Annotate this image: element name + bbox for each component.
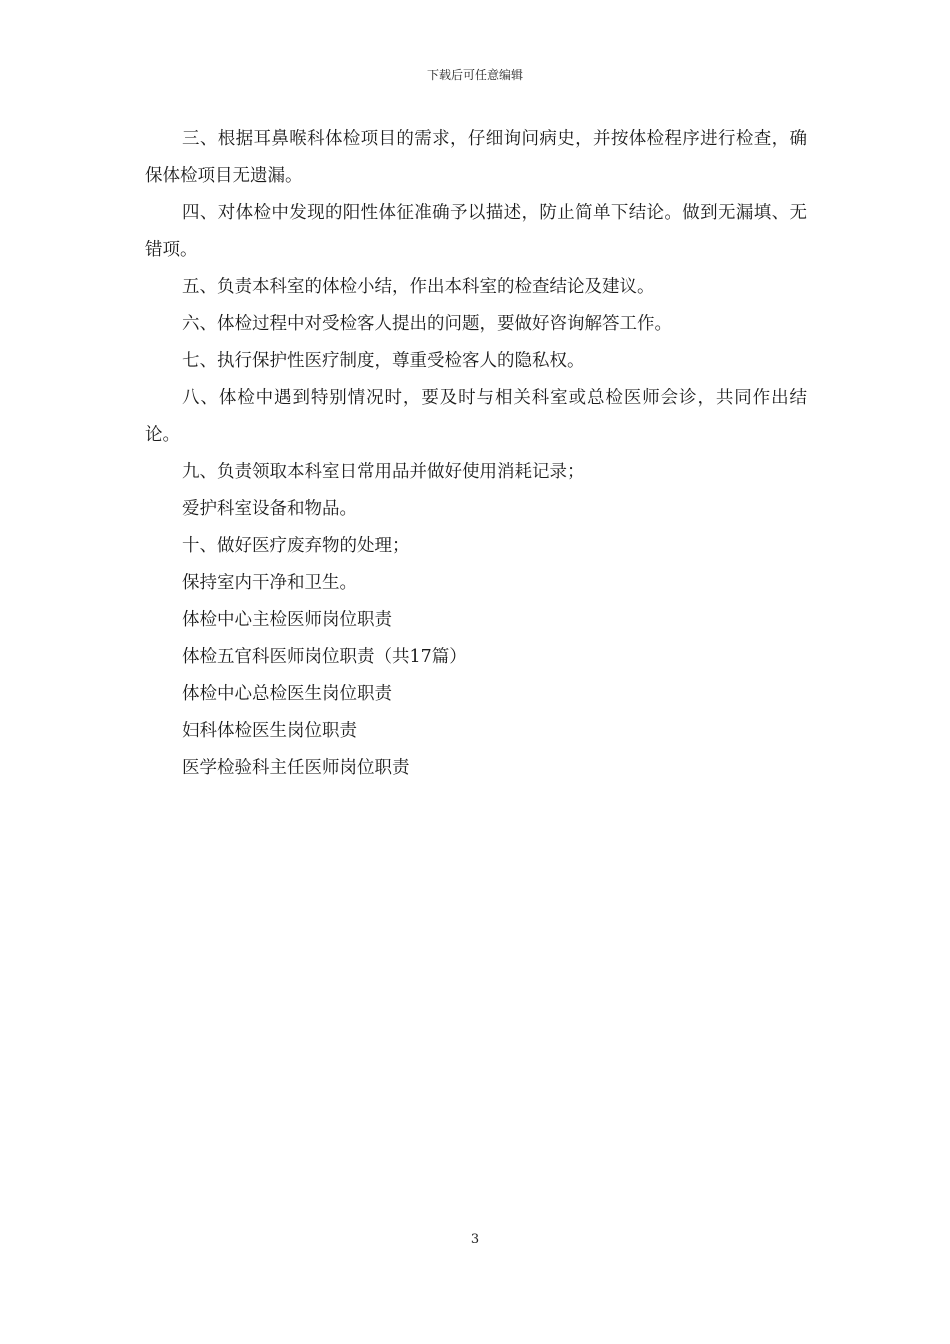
related-title-1: 体检中心主检医师岗位职责 <box>182 610 392 630</box>
related-title-4: 妇科体检医生岗位职责 <box>182 721 357 741</box>
paragraph-7: 七、执行保护性医疗制度，尊重受检客人的隐私权。 <box>182 351 585 371</box>
paragraph-6: 六、体检过程中对受检客人提出的问题，要做好咨询解答工作。 <box>182 314 672 334</box>
related-title-3: 体检中心总检医生岗位职责 <box>182 684 392 704</box>
paragraph-10: 十、做好医疗废弃物的处理； <box>182 536 410 556</box>
paragraph-9: 九、负责领取本科室日常用品并做好使用消耗记录； <box>182 462 585 482</box>
related-title-2: 体检五官科医师岗位职责（共17篇） <box>182 647 467 667</box>
paragraph-8: 八、体检中遇到特别情况时，要及时与相关科室或总检医师会诊，共同作出结论。 <box>145 388 807 445</box>
paragraph-3: 三、根据耳鼻喉科体检项目的需求，仔细询问病史，并按体检程序进行检查，确保体检项目无遗漏。 <box>145 129 807 186</box>
paragraph-4: 四、对体检中发现的阳性体征准确予以描述，防止简单下结论。做到无漏填、无错项。 <box>145 203 807 260</box>
page-number: 3 <box>470 1232 480 1247</box>
paragraph-10-cont: 保持室内干净和卫生。 <box>182 573 357 593</box>
paragraph-9-cont: 爱护科室设备和物品。 <box>182 499 357 519</box>
page-header: 下载后可任意编辑 <box>426 68 523 82</box>
paragraph-5: 五、负责本科室的体检小结，作出本科室的检查结论及建议。 <box>182 277 655 297</box>
related-title-5: 医学检验科主任医师岗位职责 <box>182 758 410 778</box>
document-body <box>145 121 807 787</box>
